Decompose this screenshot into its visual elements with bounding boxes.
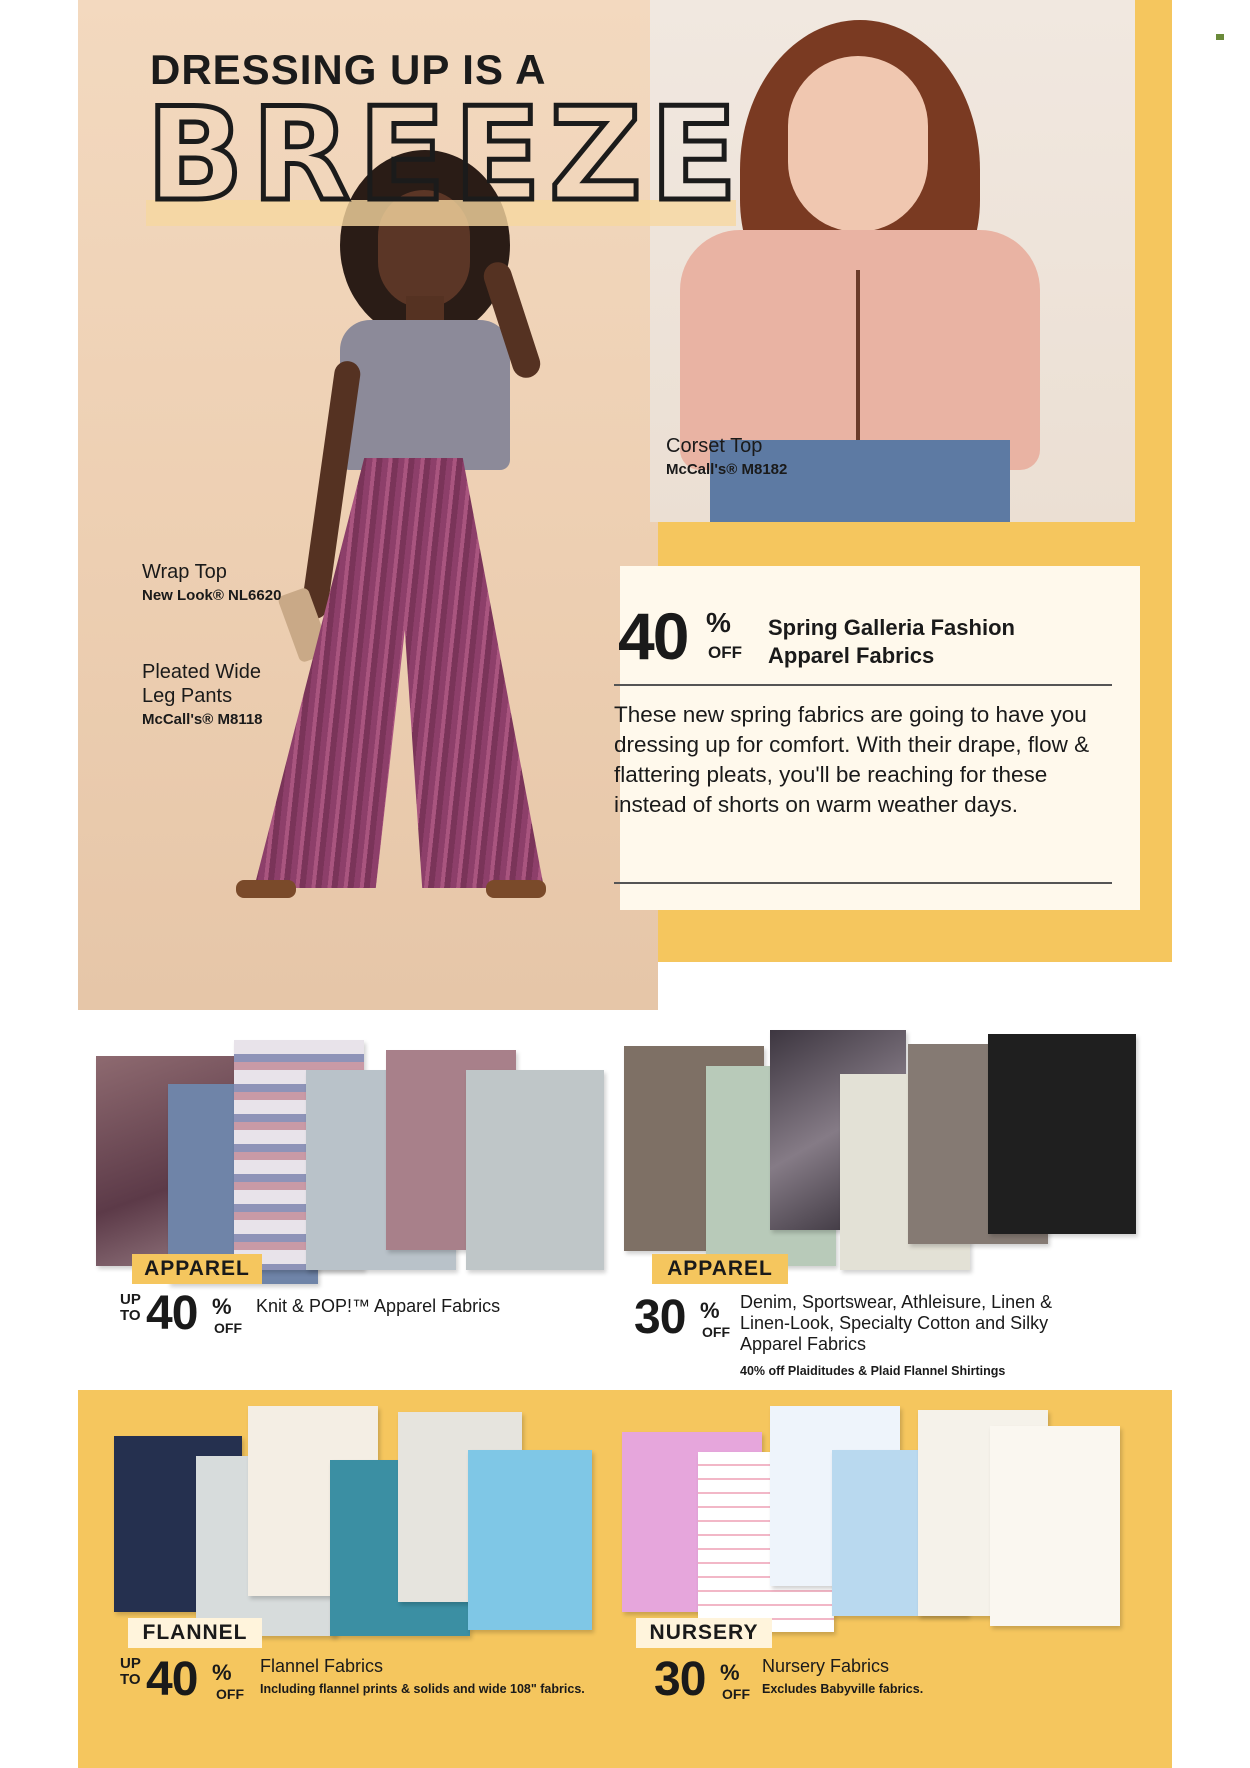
offer3-upto: UP TO: [120, 1655, 141, 1688]
promo-divider-bottom: [614, 882, 1112, 884]
headline-line1: DRESSING UP IS A: [150, 46, 547, 93]
promo-title: [768, 614, 1015, 670]
offer2-percent-sign: %: [700, 1298, 720, 1323]
offer4-off: OFF: [722, 1686, 750, 1702]
pleated-pants-label: [142, 660, 263, 732]
offer4-description: Nursery Fabrics: [762, 1656, 890, 1676]
wrap-top-code: New Look® NL6620: [142, 587, 282, 604]
fabric-swatch: [468, 1450, 592, 1630]
offer1-upto: UP TO: [120, 1291, 141, 1324]
offer3-description: Flannel Fabrics: [260, 1656, 384, 1676]
offer2-fine-print: 40% off Plaiditudes & Plaid Flannel Shirtings: [740, 1364, 1006, 1378]
offer2-desc-line3: Apparel Fabrics: [740, 1334, 867, 1354]
pleated-pants-name-2: Leg Pants: [142, 685, 233, 707]
pleated-pants-name-1: Pleated Wide: [142, 661, 261, 683]
offer1-description: Knit & POP!™ Apparel Fabrics: [256, 1296, 501, 1316]
category-badge-nursery: NURSERY: [636, 1618, 772, 1648]
promo-body: These new spring fabrics are going to have you dressing up for comfort. With their drape, flow & flattering pleats, you'll be reaching for these instead of shorts on warm weather days.: [614, 702, 1090, 817]
wrap-top-name: Wrap Top: [142, 561, 227, 583]
offer1-percent: 40: [146, 1287, 198, 1340]
offer3-fine-print: Including flannel prints & solids and wide 108" fabrics.: [260, 1682, 585, 1696]
headline-line2: BREEZE: [146, 81, 746, 230]
offer4-percent: 30: [654, 1653, 706, 1706]
offer2-off: OFF: [702, 1324, 730, 1340]
offer2-desc-line1: Denim, Sportswear, Athleisure, Linen &: [740, 1292, 1053, 1312]
promo-percent: 40: [618, 599, 688, 673]
corset-top-label: [666, 434, 787, 482]
offer4-percent-sign: %: [720, 1660, 740, 1685]
corset-top-code: McCall's® M8182: [666, 461, 788, 478]
promo-divider-top: [614, 684, 1112, 686]
fabric-swatch: [990, 1426, 1120, 1626]
promo-off: OFF: [708, 643, 742, 662]
category-badge-apparel-2: APPAREL: [652, 1254, 788, 1284]
category-badge-apparel-1: APPAREL: [132, 1254, 262, 1284]
offer1-percent-sign: %: [212, 1294, 232, 1319]
offer2-description: [740, 1292, 1052, 1355]
corner-mark-icon: [1216, 34, 1224, 40]
offer4-fine-print: Excludes Babyville fabrics.: [762, 1682, 924, 1696]
offer2-percent: 30: [634, 1291, 686, 1344]
wrap-top-label: [142, 560, 281, 608]
offer2-desc-line2: Linen-Look, Specialty Cotton and Silky: [740, 1313, 1049, 1333]
category-badge-flannel: FLANNEL: [128, 1618, 262, 1648]
promo-title-line2: Apparel Fabrics: [768, 643, 935, 668]
fabric-swatch: [466, 1070, 604, 1270]
offer3-percent-sign: %: [212, 1660, 232, 1685]
offer3-percent: 40: [146, 1653, 198, 1706]
fabric-swatch: [988, 1034, 1136, 1234]
offer1-off: OFF: [214, 1320, 242, 1336]
promo-title-line1: Spring Galleria Fashion: [768, 615, 1015, 640]
promo-percent-sign: %: [706, 607, 731, 638]
offer3-off: OFF: [216, 1686, 244, 1702]
pleated-pants-code: McCall's® M8118: [142, 711, 263, 728]
corset-top-name: Corset Top: [666, 435, 763, 457]
